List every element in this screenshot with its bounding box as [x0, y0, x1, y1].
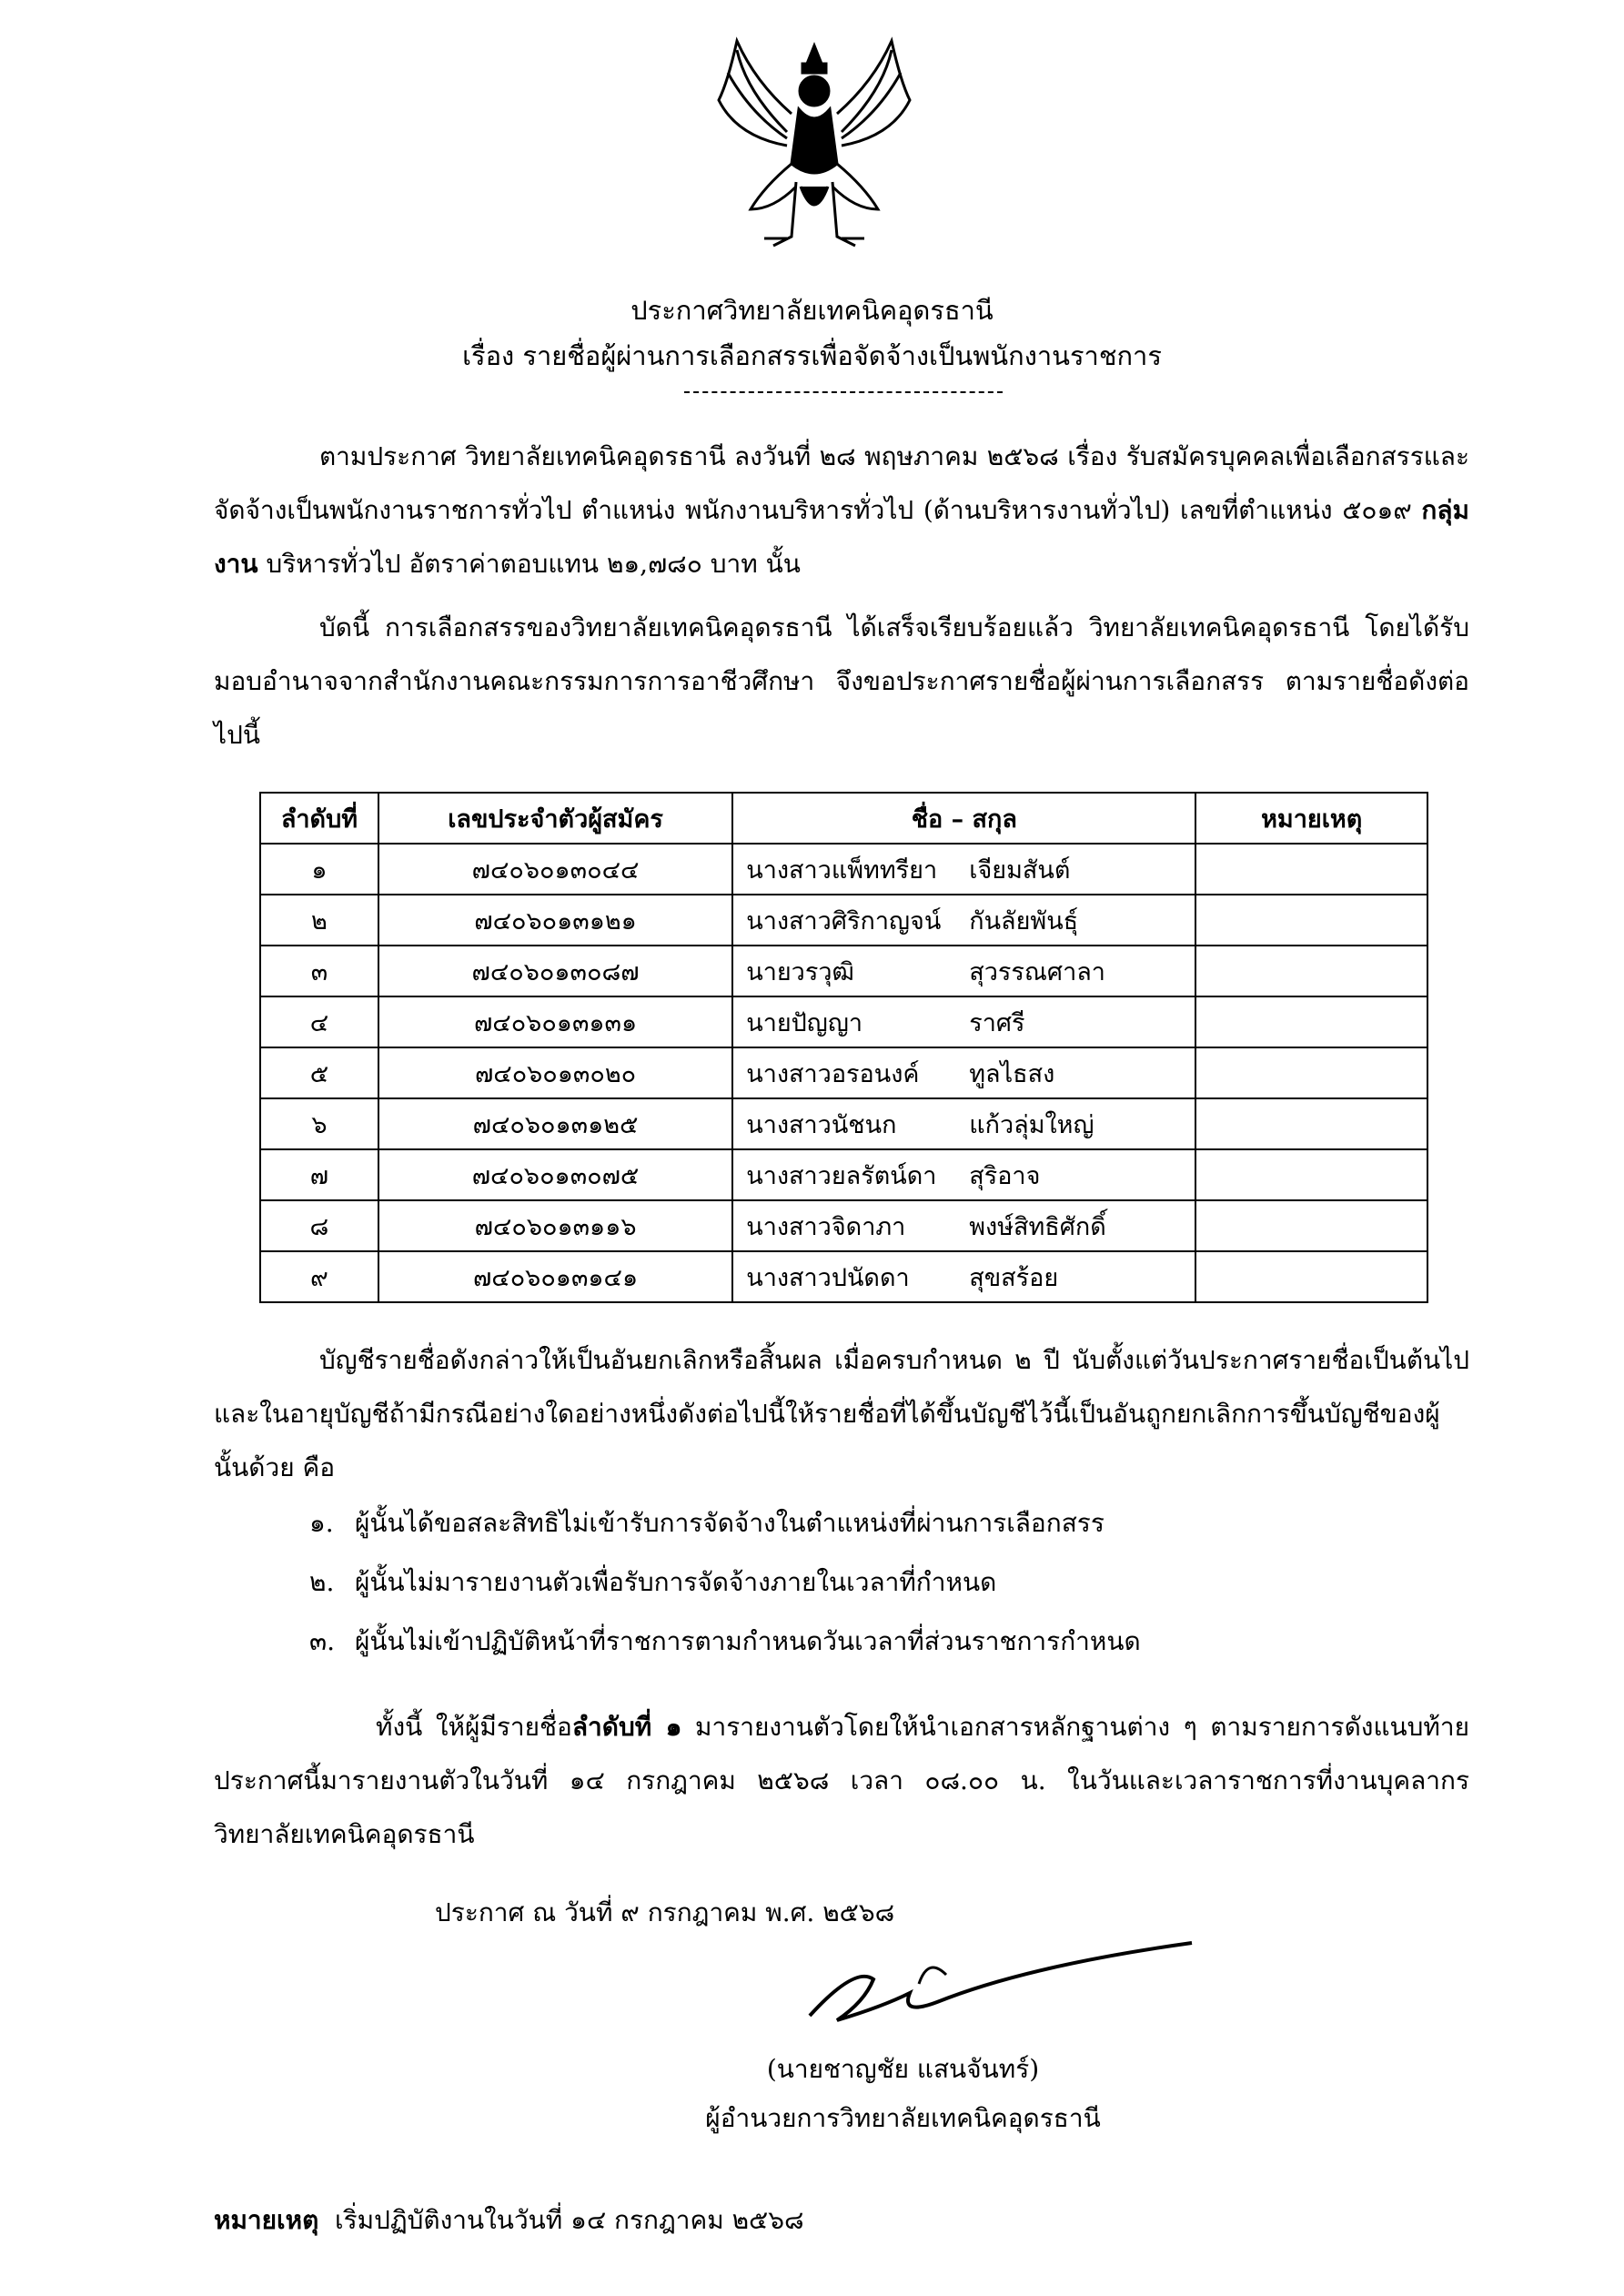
row-applicant-id: ๗๔๐๖๐๑๓๑๒๑: [378, 895, 732, 946]
table-row: [260, 1149, 1427, 1200]
table-row: [260, 1251, 1427, 1302]
table-header-row: [260, 793, 1427, 844]
paragraph-announcement-ref: ตามประกาศ วิทยาลัยเทคนิคอุดรธานี ลงวันที่ ๒๘ พฤษภาคม ๒๕๖๘ เรื่อง รับสมัครบุคคลเพื่อเลือกสรรและจัดจ้างเป็นพนักงานราชการทั่วไป ตำแหน่ง พนักงานบริหารทั่วไป (ด้านบริหารงานทั่วไป) เลขที่ตำแหน่ง ๕๐๑๙ กลุ่มงาน บริหารทั่วไป อัตราค่าตอบแทน ๒๑,๗๘๐ บาท นั้น: [214, 441, 1469, 579]
row-applicant-id: ๗๔๐๖๐๑๓๑๓๑: [378, 996, 732, 1047]
row-full-name: นางสาวอรอนงค์ ทูลไธสง: [732, 1047, 1195, 1098]
row-order: ๒: [260, 895, 378, 946]
row-remark: [1195, 1251, 1427, 1302]
row-applicant-id: ๗๔๐๖๐๑๓๑๑๖: [378, 1200, 732, 1251]
row-order: ๑: [260, 844, 378, 895]
issue-date: ประกาศ ณ วันที่ ๙ กรกฎาคม พ.ศ. ๒๕๖๘: [435, 1897, 895, 1927]
row-order: ๖: [260, 1098, 378, 1149]
row-full-name: นางสาวศิริกาญจน์ กันลัยพันธุ์: [732, 895, 1195, 946]
condition-item: ๓. ผู้นั้นไม่เข้าปฏิบัติหน้าที่ราชการตามกำหนดวันเวลาที่ส่วนราชการกำหนด: [309, 1626, 1141, 1656]
header-applicant-id: เลขประจำตัวผู้สมัคร: [378, 793, 732, 844]
table-row: [260, 1098, 1427, 1149]
row-full-name: นายวรวุฒิ สุวรรณศาลา: [732, 946, 1195, 996]
table-row: [260, 1200, 1427, 1251]
row-remark: [1195, 996, 1427, 1047]
candidate-table: [259, 792, 1428, 1303]
signature: [801, 1929, 1201, 2038]
row-full-name: นางสาวนัชนก แก้วลุ่มใหญ่: [732, 1098, 1195, 1149]
subject-line: เรื่อง รายชื่อผู้ผ่านการเลือกสรรเพื่อจัดจ้างเป็นพนักงานราชการ: [462, 340, 1162, 371]
signer-name: (นายชาญชัย แสนจันทร์): [766, 2054, 1040, 2084]
row-full-name: นายปัญญา ราศรี: [732, 996, 1195, 1047]
row-remark: [1195, 895, 1427, 946]
row-order: ๙: [260, 1251, 378, 1302]
footnote: หมายเหตุ เริ่มปฏิบัติงานในวันที่ ๑๔ กรกฎาคม ๒๕๖๘: [214, 2205, 804, 2235]
row-full-name: นางสาวยลรัตน์ดา สุริอาจ: [732, 1149, 1195, 1200]
header-order: ลำดับที่: [260, 793, 378, 844]
row-order: ๕: [260, 1047, 378, 1098]
paragraph-selection-result: บัดนี้ การเลือกสรรของวิทยาลัยเทคนิคอุดรธานี ได้เสร็จเรียบร้อยแล้ว วิทยาลัยเทคนิคอุดรธานี โดยได้รับมอบอำนาจจากสำนักงานคณะกรรมการการอาชีวศึกษา จึงขอประกาศรายชื่อผู้ผ่านการเลือกสรร ตามรายชื่อดังต่อไปนี้: [214, 612, 1469, 750]
row-applicant-id: ๗๔๐๖๐๑๓๐๘๗: [378, 946, 732, 996]
row-applicant-id: ๗๔๐๖๐๑๓๑๒๕: [378, 1098, 732, 1149]
row-remark: [1195, 1047, 1427, 1098]
row-remark: [1195, 844, 1427, 895]
paragraph-list-validity: บัญชีรายชื่อดังกล่าวให้เป็นอันยกเลิกหรือสิ้นผล เมื่อครบกำหนด ๒ ปี นับตั้งแต่วันประกาศรายชื่อเป็นต้นไป และในอายุบัญชีถ้ามีกรณีอย่างใดอย่างหนึ่งดังต่อไปนี้ให้รายชื่อที่ได้ขึ้นบัญชีไว้นี้เป็นอันถูกยกเลิกการขึ้นบัญชีของผู้นั้นด้วย คือ: [214, 1345, 1469, 1482]
row-remark: [1195, 946, 1427, 996]
row-full-name: นางสาวปนัดดา สุขสร้อย: [732, 1251, 1195, 1302]
table-row: [260, 895, 1427, 946]
signer-position: ผู้อำนวยการวิทยาลัยเทคนิคอุดรธานี: [705, 2103, 1101, 2133]
table-row: [260, 844, 1427, 895]
page-title: ประกาศวิทยาลัยเทคนิคอุดรธานี: [630, 295, 994, 326]
garuda-emblem-icon: [701, 27, 928, 259]
divider: [684, 391, 1003, 393]
row-order: ๘: [260, 1200, 378, 1251]
condition-item: ๒. ผู้นั้นไม่มารายงานตัวเพื่อรับการจัดจ้างภายในเวลาที่กำหนด: [309, 1567, 997, 1597]
header-remark: หมายเหตุ: [1195, 793, 1427, 844]
row-remark: [1195, 1098, 1427, 1149]
row-order: ๓: [260, 946, 378, 996]
row-applicant-id: ๗๔๐๖๐๑๓๐๔๔: [378, 844, 732, 895]
row-order: ๔: [260, 996, 378, 1047]
table-row: [260, 946, 1427, 996]
table-row: [260, 996, 1427, 1047]
row-remark: [1195, 1149, 1427, 1200]
row-applicant-id: ๗๔๐๖๐๑๓๑๔๑: [378, 1251, 732, 1302]
header-full-name: ชื่อ – สกุล: [732, 793, 1195, 844]
row-full-name: นางสาวแพ็ททรียา เจียมสันต์: [732, 844, 1195, 895]
row-order: ๗: [260, 1149, 378, 1200]
row-full-name: นางสาวจิดาภา พงษ์สิทธิศักดิ์: [732, 1200, 1195, 1251]
paragraph-report-instruction: ทั้งนี้ ให้ผู้มีรายชื่อลำดับที่ ๑ มารายงานตัวโดยให้นำเอกสารหลักฐานต่าง ๆ ตามรายการดังแนบท้ายประกาศนี้มารายงานตัวในวันที่ ๑๔ กรกฎาคม ๒๕๖๘ เวลา ๐๘.๐๐ น. ในวันและเวลาราชการที่งานบุคลากร วิทยาลัยเทคนิคอุดรธานี: [214, 1712, 1469, 1849]
condition-item: ๑. ผู้นั้นได้ขอสละสิทธิไม่เข้ารับการจัดจ้างในตำแหน่งที่ผ่านการเลือกสรร: [309, 1508, 1105, 1538]
table-row: [260, 1047, 1427, 1098]
row-applicant-id: ๗๔๐๖๐๑๓๐๗๕: [378, 1149, 732, 1200]
row-remark: [1195, 1200, 1427, 1251]
row-applicant-id: ๗๔๐๖๐๑๓๐๒๐: [378, 1047, 732, 1098]
